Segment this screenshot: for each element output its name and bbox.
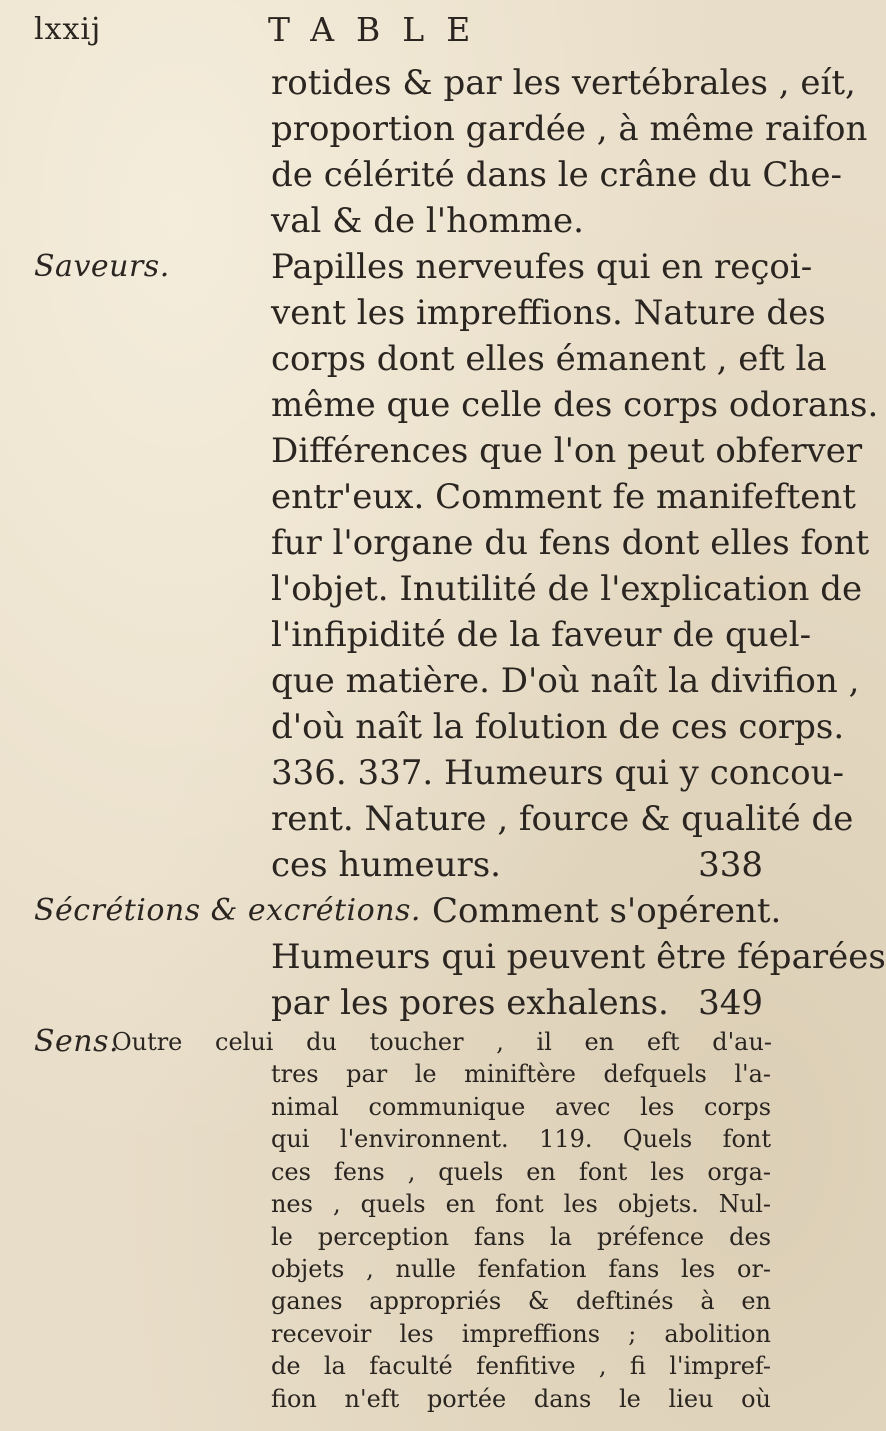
text-line: qui l'environnent. 119. Quels font	[271, 1125, 771, 1154]
text-line: de la faculté fenfitive , fi l'impref-	[271, 1352, 771, 1381]
running-title: TABLE	[268, 10, 493, 49]
page-number: lxxij	[34, 12, 102, 47]
text-line: rotides & par les vertébrales , eít,	[271, 63, 856, 103]
text-line: nes , quels en font les objets. Nul-	[271, 1190, 771, 1219]
text-line: vent les impreffions. Nature des	[271, 293, 826, 333]
text-line: ces fens , quels en font les orga-	[271, 1157, 771, 1186]
text-line: le perception fans la préfence des	[271, 1222, 771, 1251]
text-line: Comment s'opérent.	[432, 891, 782, 931]
text-line: nimal communique avec les corps	[271, 1092, 771, 1121]
text-line: fur l'organe du fens dont elles font	[271, 523, 870, 563]
text-line: rent. Nature , fource & qualité de	[271, 799, 854, 839]
margin-note-secretions: Sécrétions & excrétions.	[34, 893, 421, 928]
text-line: Outre celui du toucher , il en eft d'au-	[112, 1028, 772, 1056]
page-reference: 338	[698, 845, 763, 885]
text-line: Humeurs qui peuvent être féparées	[271, 937, 886, 977]
text-line: ces humeurs.	[271, 845, 501, 885]
text-line: par les pores exhalens.	[271, 983, 669, 1023]
text-line: l'infipidité de la faveur de quel-	[271, 615, 812, 655]
text-line: d'où naît la folution de ces corps.	[271, 707, 845, 747]
text-line: entr'eux. Comment fe manifeftent	[271, 477, 856, 517]
text-line: ganes appropriés & deftinés à en	[271, 1287, 771, 1316]
text-line: que matière. D'où naît la divifion ,	[271, 661, 860, 701]
margin-note-sens: Sens.	[34, 1024, 120, 1059]
text-line: corps dont elles émanent , eft la	[271, 339, 827, 379]
text-line: tres par le miniftère defquels l'a-	[271, 1060, 771, 1089]
text-line: objets , nulle fenfation fans les or-	[271, 1254, 771, 1283]
text-line: même que celle des corps odorans.	[271, 385, 879, 425]
text-line: l'objet. Inutilité de l'explication de	[271, 569, 863, 609]
text-line: recevoir les impreffions ; abolition	[271, 1319, 771, 1348]
text-line: de célérité dans le crâne du Che-	[271, 155, 842, 195]
margin-note-saveurs: Saveurs.	[34, 249, 170, 284]
text-line: fion n'eft portée dans le lieu où	[271, 1384, 771, 1413]
text-line: Différences que l'on peut obferver	[271, 431, 863, 471]
text-line: Papilles nerveufes qui en reçoi-	[271, 247, 813, 287]
text-line: proportion gardée , à même raifon	[271, 109, 868, 149]
text-line: val & de l'homme.	[271, 201, 584, 241]
page-reference: 349	[698, 983, 763, 1023]
text-line: 336. 337. Humeurs qui y concou-	[271, 753, 845, 793]
